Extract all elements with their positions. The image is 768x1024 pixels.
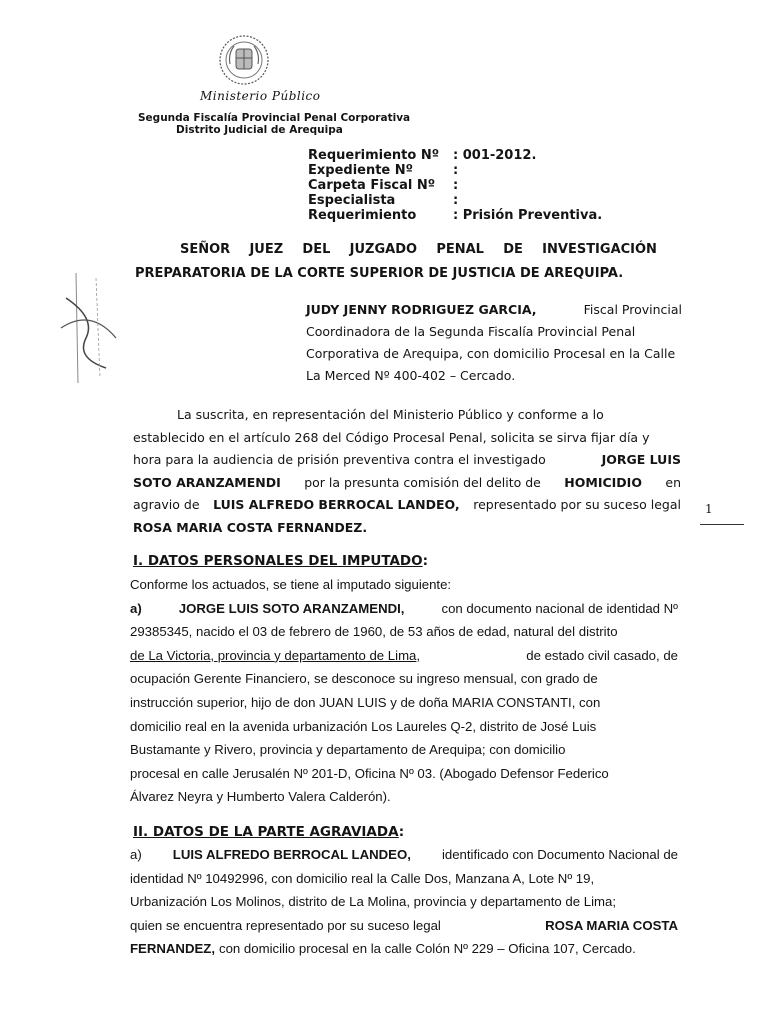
- section-2-body: [130, 843, 678, 961]
- list-marker: a): [130, 600, 142, 616]
- text-fragment: hora para la audiencia de prisión preventiva contra el investigado: [133, 452, 546, 468]
- req-value: :: [453, 178, 459, 193]
- text-line: [130, 914, 678, 938]
- list-marker: a): [130, 847, 142, 862]
- text-line: instrucción superior, hijo de don JUAN LUIS y de doña MARIA CONSTANTI, con: [130, 694, 601, 710]
- text-line: procesal en calle Jerusalén Nº 201-D, Oficina Nº 03. (Abogado Defensor Federico: [130, 765, 609, 781]
- victim-name: LUIS ALFREDO BERROCAL LANDEO,: [213, 497, 460, 513]
- text-line: [133, 472, 681, 495]
- text-fragment: identificado con Documento Nacional de: [441, 847, 678, 862]
- page-number: 1: [705, 502, 713, 516]
- addressee-line-1: [135, 238, 657, 262]
- representative-name: ROSA MARIA COSTA: [545, 917, 678, 933]
- defendant-name: JORGE LUIS: [601, 452, 681, 468]
- text-line: La suscrita, en representación del Ministerio Público y conforme a lo: [177, 407, 604, 422]
- req-label: Expediente Nº: [308, 163, 413, 178]
- defendant-name: SOTO ARANZAMENDI: [133, 474, 281, 490]
- intro-paragraph: [133, 404, 681, 540]
- addressee: [135, 238, 657, 286]
- section-title-text: II. DATOS DE LA PARTE AGRAVIADA: [133, 824, 399, 840]
- page-divider: [700, 524, 744, 525]
- addressee-word: INVESTIGACIÓN: [542, 242, 657, 257]
- text-line: Urbanización Los Molinos, distrito de La Molina, provincia y departamento de Lima;: [130, 894, 616, 910]
- text-line: [133, 449, 681, 472]
- text-fragment: de La Victoria, provincia y departamento de Lima,: [130, 647, 421, 663]
- req-label: Requerimiento: [308, 208, 417, 223]
- addressee-word: JUZGADO: [349, 242, 418, 257]
- office-line-1: Segunda Fiscalía Provincial Penal Corporativa: [138, 112, 411, 124]
- req-value: :: [453, 193, 459, 208]
- defendant-name: JORGE LUIS SOTO ARANZAMENDI,: [178, 600, 405, 616]
- text-line: [306, 299, 682, 321]
- crime-name: HOMICIDIO: [564, 474, 642, 490]
- text-line: [133, 494, 681, 517]
- text-line: Conforme los actuados, se tiene al imputado siguiente:: [130, 577, 452, 592]
- requirement-row: [308, 148, 602, 163]
- addressee-word: JUEZ: [249, 242, 284, 257]
- prosecutor-name: JUDY JENNY RODRIGUEZ GARCIA,: [306, 302, 537, 317]
- req-label: Carpeta Fiscal Nº: [308, 178, 436, 193]
- req-value: : Prisión Preventiva.: [453, 208, 603, 223]
- office-line-2: Distrito Judicial de Arequipa: [176, 124, 343, 136]
- text-line: [130, 597, 678, 621]
- text-line: 29385345, nacido el 03 de febrero de 1960, de 53 años de edad, natural del distrito: [130, 624, 618, 640]
- text-line: establecido en el artículo 268 del Código Procesal Penal, solicita se sirva fijar día y: [133, 429, 650, 445]
- text-line: La Merced Nº 400-402 – Cercado.: [306, 368, 516, 383]
- section-title-colon: :: [398, 824, 405, 840]
- req-value: : 001-2012.: [453, 148, 537, 163]
- req-label: Requerimiento Nº: [308, 148, 440, 163]
- text-line: Bustamante y Rivero, provincia y departamento de Arequipa; con domicilio: [130, 742, 566, 758]
- text-line: ROSA MARIA COSTA FERNANDEZ.: [133, 519, 368, 535]
- requirement-row: [308, 208, 602, 223]
- text-line: [130, 937, 678, 961]
- requirement-row: [308, 163, 602, 178]
- requirement-row: [308, 178, 602, 193]
- addressee-word: PENAL: [436, 242, 484, 257]
- section-1-body: [130, 573, 678, 809]
- addressee-word: DEL: [302, 242, 331, 257]
- national-seal-icon: [218, 34, 270, 86]
- addressee-word: SEÑOR: [180, 242, 231, 257]
- prosecutor-block: [306, 299, 682, 387]
- victim-name: LUIS ALFREDO BERROCAL LANDEO,: [172, 847, 411, 862]
- signature-stamp-icon: [56, 268, 126, 388]
- req-value: :: [453, 163, 459, 178]
- text-fragment: con domicilio procesal en la calle Colón Nº 229 – Oficina 107, Cercado.: [219, 941, 636, 957]
- section-1-title: [133, 553, 428, 569]
- requirement-block: [308, 148, 602, 223]
- text-line: Álvarez Neyra y Humberto Valera Calderón).: [130, 789, 391, 805]
- ministry-name: Ministerio Público: [200, 89, 321, 103]
- section-title-colon: :: [422, 553, 429, 569]
- text-line: identidad Nº 10492996, con domicilio real la Calle Dos, Manzana A, Lote Nº 19,: [130, 870, 595, 886]
- text-line: [130, 843, 678, 867]
- text-fragment: quien se encuentra representado por su suceso legal: [130, 917, 441, 933]
- text-line: domicilio real en la avenida urbanización Los Laureles Q-2, distrito de José Luis: [130, 718, 597, 734]
- text-fragment: por la presunta comisión del delito de: [304, 474, 541, 490]
- requirement-row: [308, 193, 602, 208]
- text-fragment: representado por su suceso legal: [473, 497, 681, 513]
- section-title-text: I. DATOS PERSONALES DEL IMPUTADO: [133, 553, 423, 569]
- office-header: [138, 112, 410, 136]
- section-2-title: [133, 824, 404, 840]
- text-line: [130, 644, 678, 668]
- text-line: Corporativa de Arequipa, con domicilio Procesal en la Calle: [306, 346, 676, 361]
- text-fragment: agravio de: [133, 497, 200, 513]
- req-label: Especialista: [308, 193, 396, 208]
- addressee-word: DE: [503, 242, 523, 257]
- text-fragment: con documento nacional de identidad Nº: [441, 600, 678, 616]
- representative-name: FERNANDEZ,: [130, 941, 215, 957]
- text-fragment: Fiscal Provincial: [583, 302, 682, 317]
- text-fragment: de estado civil casado, de: [526, 647, 678, 663]
- text-fragment: en: [665, 474, 681, 490]
- text-line: ocupación Gerente Financiero, se desconoce su ingreso mensual, con grado de: [130, 671, 598, 687]
- addressee-line-2: PREPARATORIA DE LA CORTE SUPERIOR DE JUSTICIA DE AREQUIPA.: [135, 266, 624, 281]
- text-line: Coordinadora de la Segunda Fiscalía Provincial Penal: [306, 324, 636, 339]
